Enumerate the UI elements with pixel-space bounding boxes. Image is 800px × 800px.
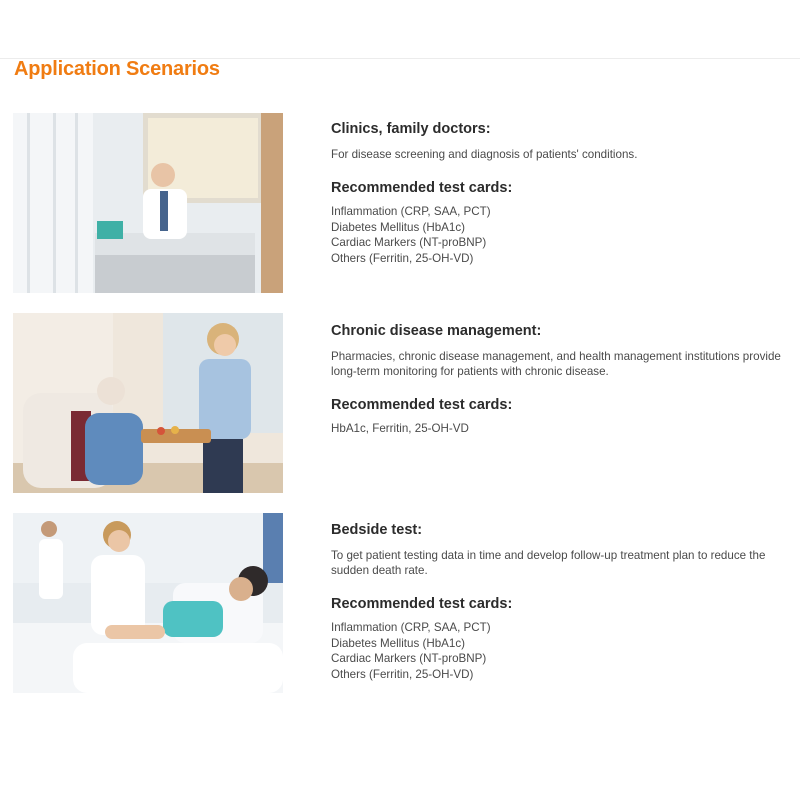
- scenario-description: For disease screening and diagnosis of patients' conditions.: [331, 148, 638, 161]
- list-item: Others (Ferritin, 25-OH-VD): [331, 251, 474, 265]
- scenario-bedside-text: [331, 522, 791, 682]
- scenario-description: To get patient testing data in time and develop follow-up treatment plan to reduce the sudden death rate.: [331, 549, 766, 577]
- list-item: Diabetes Mellitus (HbA1c): [331, 636, 466, 650]
- recommended-cards-list: [331, 204, 791, 266]
- scenario-title: Clinics, family doctors:: [331, 121, 491, 137]
- list-item: Cardiac Markers (NT-proBNP): [331, 652, 487, 665]
- scenario-description: Pharmacies, chronic disease management, and health management institutions provide long-term monitoring for patients with chronic disease.: [331, 350, 781, 378]
- scenario-chronic: [0, 313, 800, 495]
- list-item: Cardiac Markers (NT-proBNP): [331, 236, 487, 249]
- recommended-cards-list: [331, 421, 791, 437]
- scenario-bedside: [0, 513, 800, 695]
- recommended-title: Recommended test cards:: [331, 397, 513, 413]
- page-title: Application Scenarios: [14, 58, 220, 80]
- scenario-clinics: [0, 113, 800, 295]
- doctor-at-desk-photo: [13, 113, 283, 293]
- scenario-chronic-text: [331, 323, 791, 437]
- scenario-clinics-text: [331, 121, 791, 266]
- list-item: HbA1c, Ferritin, 25-OH-VD: [331, 422, 469, 435]
- list-item: Inflammation (CRP, SAA, PCT): [331, 205, 491, 218]
- scenario-title: Chronic disease management:: [331, 323, 542, 339]
- list-item: Diabetes Mellitus (HbA1c): [331, 220, 466, 234]
- list-item: Inflammation (CRP, SAA, PCT): [331, 621, 491, 634]
- scenario-title: Bedside test:: [331, 522, 423, 538]
- recommended-title: Recommended test cards:: [331, 596, 513, 612]
- recommended-cards-list: [331, 620, 791, 682]
- recommended-title: Recommended test cards:: [331, 180, 513, 196]
- list-item: Others (Ferritin, 25-OH-VD): [331, 667, 474, 681]
- nurse-serving-elderly-photo: [13, 313, 283, 493]
- bedside-patient-photo: [13, 513, 283, 693]
